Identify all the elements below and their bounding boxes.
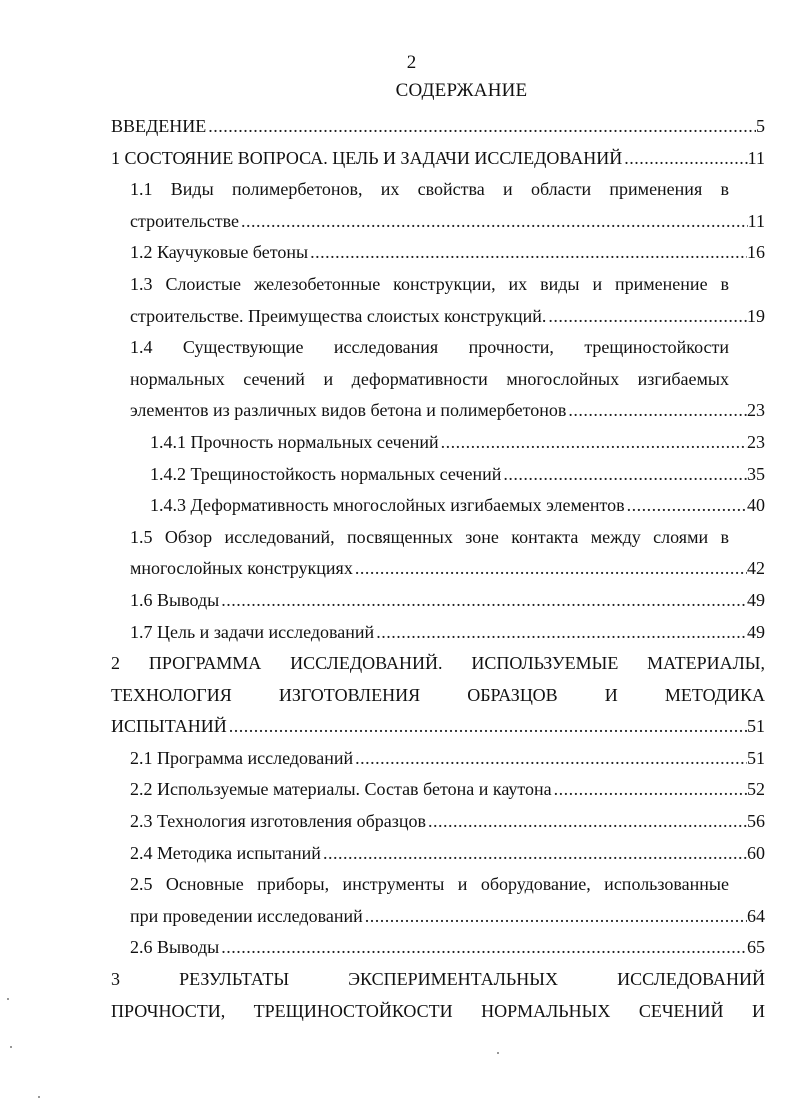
toc-entry-leader-row (130, 301, 765, 333)
toc-entry-leader-row (130, 743, 765, 775)
toc-entry[interactable] (150, 490, 765, 522)
toc-entry-leader-row (111, 111, 765, 143)
toc-entry-page: 60 (747, 842, 765, 863)
toc-entry-page: 11 (747, 210, 765, 231)
table-of-contents (0, 111, 799, 1027)
scan-speck (10, 1046, 12, 1048)
dot-leader (239, 206, 748, 238)
toc-entry[interactable] (130, 743, 765, 775)
toc-entry-page: 49 (747, 589, 765, 610)
toc-entry[interactable] (130, 332, 765, 427)
dot-leader (308, 237, 747, 269)
toc-entry-title: 2.1 Программа исследований (130, 747, 354, 768)
toc-entry[interactable] (130, 585, 765, 617)
toc-entry-leader-row (130, 206, 765, 238)
toc-entry[interactable] (111, 964, 765, 1027)
dot-leader (321, 838, 747, 870)
toc-entry-page: 16 (747, 242, 765, 263)
toc-entry-line: ПРОЧНОСТИ, ТРЕЩИНОСТОЙКОСТИ НОРМАЛЬНЫХ СЕЧЕНИЙ И (111, 1000, 765, 1021)
toc-entry-title: при проведении исследований (130, 905, 363, 926)
toc-entry[interactable] (130, 522, 765, 585)
toc-entry-leader-row (130, 838, 765, 870)
toc-entry-title: ВВЕДЕНИЕ (111, 116, 207, 136)
toc-entry-leader-row (150, 459, 765, 491)
toc-entry[interactable] (150, 427, 765, 459)
dot-leader (353, 743, 747, 775)
toc-entry[interactable] (130, 174, 765, 237)
toc-entry[interactable] (111, 111, 765, 143)
toc-entry-leader-row (130, 395, 765, 427)
toc-entry-title: строительстве. Преимущества слоистых конструкций. (130, 305, 547, 326)
toc-entry-page: 11 (747, 147, 765, 168)
toc-entry-page: 51 (747, 716, 765, 737)
toc-entry-title: 2.4 Методика испытаний (130, 842, 321, 863)
toc-entry-page: 51 (747, 747, 765, 768)
toc-entry[interactable] (111, 648, 765, 743)
toc-entry-line: ТЕХНОЛОГИЯ ИЗГОТОВЛЕНИЯ ОБРАЗЦОВ И МЕТОДИКА (111, 684, 765, 705)
toc-entry-page: 19 (747, 305, 765, 326)
toc-entry-page: 40 (747, 495, 765, 516)
toc-entry[interactable] (150, 459, 765, 491)
toc-entry-title: элементов из различных видов бетона и полимербетонов (130, 400, 567, 421)
toc-entry-leader-row (130, 774, 765, 806)
toc-entry-title: 1.4.2 Трещиностойкость нормальных сечений (150, 463, 502, 484)
dot-leader (625, 490, 747, 522)
toc-entry-line: 1.3 Слоистые железобетонные конструкции, их виды и применение в (130, 273, 729, 294)
toc-entry-title: 2.3 Технология изготовления образцов (130, 811, 426, 832)
toc-entry[interactable] (130, 774, 765, 806)
toc-entry-page: 52 (747, 779, 765, 800)
toc-entry-title: 1.4.1 Прочность нормальных сечений (150, 431, 439, 452)
dot-leader (501, 459, 747, 491)
dot-leader (353, 553, 747, 585)
toc-entry-line: 2.5 Основные приборы, инструменты и оборудование, использованные (130, 874, 729, 895)
toc-entry-title: 1.7 Цель и задачи исследований (130, 621, 375, 642)
toc-entry-line: 1.5 Обзор исследований, посвященных зоне контакта между слоями в (130, 526, 729, 547)
toc-entry[interactable] (130, 237, 765, 269)
toc-entry[interactable] (130, 869, 765, 932)
toc-entry-leader-row (130, 806, 765, 838)
scan-speck (7, 998, 9, 1000)
toc-entry-line: 1.4 Существующие исследования прочности, трещиностойкости (130, 337, 729, 358)
toc-entry-page: 65 (747, 937, 765, 958)
toc-entry-title: 1.2 Каучуковые бетоны (130, 242, 309, 263)
toc-title: СОДЕРЖАНИЕ (395, 80, 528, 101)
toc-entry-title: 2.2 Используемые материалы. Состав бетона и каутона (130, 779, 552, 800)
toc-entry-title: 2.6 Выводы (130, 937, 220, 958)
toc-entry-leader-row (130, 585, 765, 617)
toc-entry-leader-row (130, 901, 765, 933)
toc-entry-line: нормальных сечений и деформативности многослойных изгибаемых (130, 368, 729, 389)
toc-entry-page: 23 (747, 431, 765, 452)
toc-entry-title: 1.4.3 Деформативность многослойных изгибаемых элементов (150, 495, 625, 516)
toc-entry-leader-row (130, 553, 765, 585)
toc-entry-leader-row (130, 932, 765, 964)
scan-speck (38, 1096, 40, 1098)
toc-entry-leader-row (130, 617, 765, 649)
toc-entry[interactable] (111, 143, 765, 175)
dot-leader (206, 111, 756, 143)
page-number: 2 (406, 52, 417, 73)
toc-entry-page: 42 (747, 558, 765, 579)
toc-entry[interactable] (130, 806, 765, 838)
toc-entry[interactable] (130, 617, 765, 649)
toc-entry-page: 5 (756, 116, 765, 136)
toc-entry-page: 56 (747, 811, 765, 832)
toc-entry[interactable] (130, 269, 765, 332)
dot-leader (363, 901, 747, 933)
toc-entry-leader-row (111, 711, 765, 743)
toc-entry[interactable] (130, 838, 765, 870)
dot-leader (552, 774, 747, 806)
toc-entry-leader-row (150, 427, 765, 459)
toc-entry-title: многослойных конструкциях (130, 558, 353, 579)
dot-leader (622, 143, 747, 175)
toc-entry-line: 3 РЕЗУЛЬТАТЫ ЭКСПЕРИМЕНТАЛЬНЫХ ИССЛЕДОВАНИЙ (111, 969, 765, 990)
toc-entry-leader-row (111, 143, 765, 175)
toc-entry-page: 35 (747, 463, 765, 484)
toc-entry-page: 64 (747, 905, 765, 926)
toc-entry-title: ИСПЫТАНИЙ (111, 716, 227, 737)
toc-entry-page: 23 (747, 400, 765, 421)
dot-leader (227, 711, 747, 743)
dot-leader (219, 932, 747, 964)
dot-leader (546, 301, 747, 333)
toc-entry-leader-row (130, 237, 765, 269)
toc-entry-title: 1.6 Выводы (130, 589, 220, 610)
dot-leader (374, 617, 747, 649)
dot-leader (566, 395, 747, 427)
toc-entry-leader-row (150, 490, 765, 522)
toc-entry[interactable] (130, 932, 765, 964)
toc-entry-line: 1.1 Виды полимербетонов, их свойства и области применения в (130, 179, 729, 200)
dot-leader (426, 806, 747, 838)
dot-leader (439, 427, 747, 459)
scan-speck (497, 1052, 499, 1054)
toc-entry-line: 2 ПРОГРАММА ИССЛЕДОВАНИЙ. ИСПОЛЬЗУЕМЫЕ МАТЕРИАЛЫ, (111, 653, 765, 674)
toc-entry-page: 49 (747, 621, 765, 642)
toc-entry-title: 1 СОСТОЯНИЕ ВОПРОСА. ЦЕЛЬ И ЗАДАЧИ ИССЛЕДОВАНИЙ (111, 147, 623, 168)
dot-leader (219, 585, 747, 617)
toc-entry-title: строительстве (130, 210, 239, 231)
